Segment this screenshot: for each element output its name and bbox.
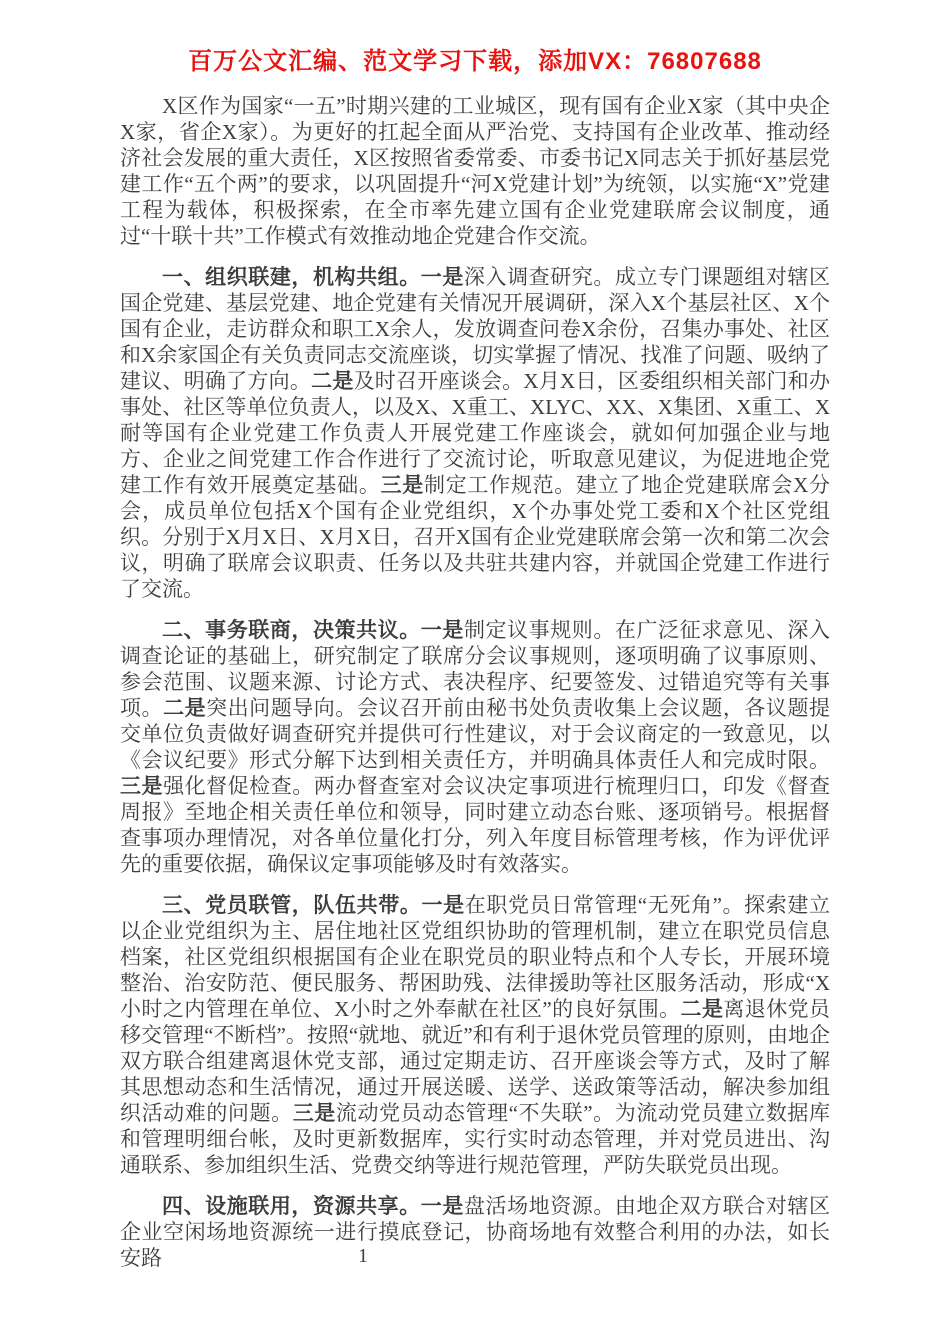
paragraph [120,892,830,1178]
text-run: 突出问题导向。会议召开前由秘书处负责收集上会议题，各议题提交单位负责做好调查研究并提供可行性建议，对于会议商定的一致意见，以《会议纪要》形式分解下达到相关责任方，并明确具体责任人和完成时限。 [120,696,830,772]
text-run: 深入调查研究。成立专门课题组对辖区国企党建、基层党建、地企党建有关情况开展调研，深入X个基层社区、X个国有企业，走访群众和职工X余人，发放调查问卷X余份，召集办事处、社区和X余家国企有关负责同志交流座谈，切实掌握了情况、找准了问题、吸纳了建议、明确了方向。 [120,265,831,393]
text-run: 制定议事规则。在广泛征求意见、深入调查论证的基础上，研究制定了联席分会议事规则，逐项明确了议事原则、参会范围、议题来源、讨论方式、表决程序、纪要签发、过错追究等有关事项。 [120,618,831,720]
paragraph [120,617,830,877]
paragraph [120,264,830,602]
text-run-bold: 三是 [292,1101,336,1125]
text-run: 流动党员动态管理“不失联”。为流动党员建立数据库和管理明细台帐，及时更新数据库，实行实时动态管理，并对党员进出、沟通联系、参加组织生活、党费交纳等进行规范管理，严防失联党员出现。 [120,1101,831,1177]
text-run: 离退休党员移交管理“不断档”。按照“就地、就近”和有利于退休党员管理的原则，由地企双方联合组建离退休党支部，通过定期走访、召开座谈会等方式，及时了解其思想动态和生活情况，通过开展送暖、送学、送政策等活动，解决参加组织活动难的问题。 [120,997,831,1125]
text-run-bold: 三是 [380,473,424,497]
text-run-bold: 三、党员联管，队伍共带。一是 [162,893,465,917]
text-run-bold: 四、设施联用，资源共享。一是 [162,1194,464,1218]
text-run-bold: 二是 [163,696,207,720]
text-run: 及时召开座谈会。X月X日，区委组织相关部门和办事处、社区等单位负责人，以及X、X重工、XLYC、XX、X集团、X重工、X耐等国有企业党建工作负责人开展党建工作座谈会，就如何加强企业与地方、企业之间党建工作合作进行了交流讨论，听取意见建议，为促进地企党建工作有效开展奠定基础。 [120,369,830,497]
document-body [120,93,830,1286]
text-run: 在职党员日常管理“无死角”。探索建立以企业党组织为主、居住地社区党组织协助的管理机制，建立在职党员信息档案，社区党组织根据国有企业在职党员的职业特点和个人专长，开展环境整治、治安防范、便民服务、帮困助残、法律援助等社区服务活动，形成“X小时之内管理在单位、X小时之外奉献在社区”的良好氛围。 [120,893,831,1021]
text-run: X区作为国家“一五”时期兴建的工业城区，现有国有企业X家（其中央企X家，省企X家）。为更好的扛起全面从严治党、支持国有企业改革、推动经济社会发展的重大责任，X区按照省委常委、市委书记X同志关于抓好基层党建工作“五个两”的要求，以巩固提升“河X党建计划”为统领，以实施“X”党建工程为载体，积极探索，在全市率先建立国有企业党建联席会议制度，通过“十联十共”工作模式有效推动地企党建合作交流。 [120,94,830,248]
text-run: 制定工作规范。建立了地企党建联席会X分会，成员单位包括X个国有企业党组织，X个办事处党工委和X个社区党组织。分别于X月X日、X月X日，召开X国有企业党建联席会第一次和第二次会议，明确了联席会议职责、任务以及共驻共建内容，并就国企党建工作进行了交流。 [120,473,831,601]
text-run: 强化督促检查。两办督查室对会议决定事项进行梳理归口，印发《督查周报》至地企相关责任单位和领导，同时建立动态台账、逐项销号。根据督查事项办理情况，对各单位量化打分，列入年度目标管理考核，作为评优评先的重要依据，确保议定事项能够及时有效落实。 [120,774,830,876]
text-run-bold: 二是 [680,997,724,1021]
text-run-bold: 二是 [311,369,354,393]
promo-header-text: 百万公文汇编、范文学习下载，添加VX：76807688 [188,48,762,75]
page-number: 1 [358,1245,368,1267]
text-run: 盘活场地资源。由地企双方联合对辖区企业空闲场地资源统一进行摸底登记，协商场地有效整合利用的办法，如长安路 [120,1194,831,1270]
text-run-bold: 三是 [120,774,164,798]
text-run-bold: 二、事务联商，决策共议。一是 [162,618,464,642]
paragraph [120,93,830,249]
text-run-bold: 一、组织联建，机构共组。一是 [162,265,464,289]
